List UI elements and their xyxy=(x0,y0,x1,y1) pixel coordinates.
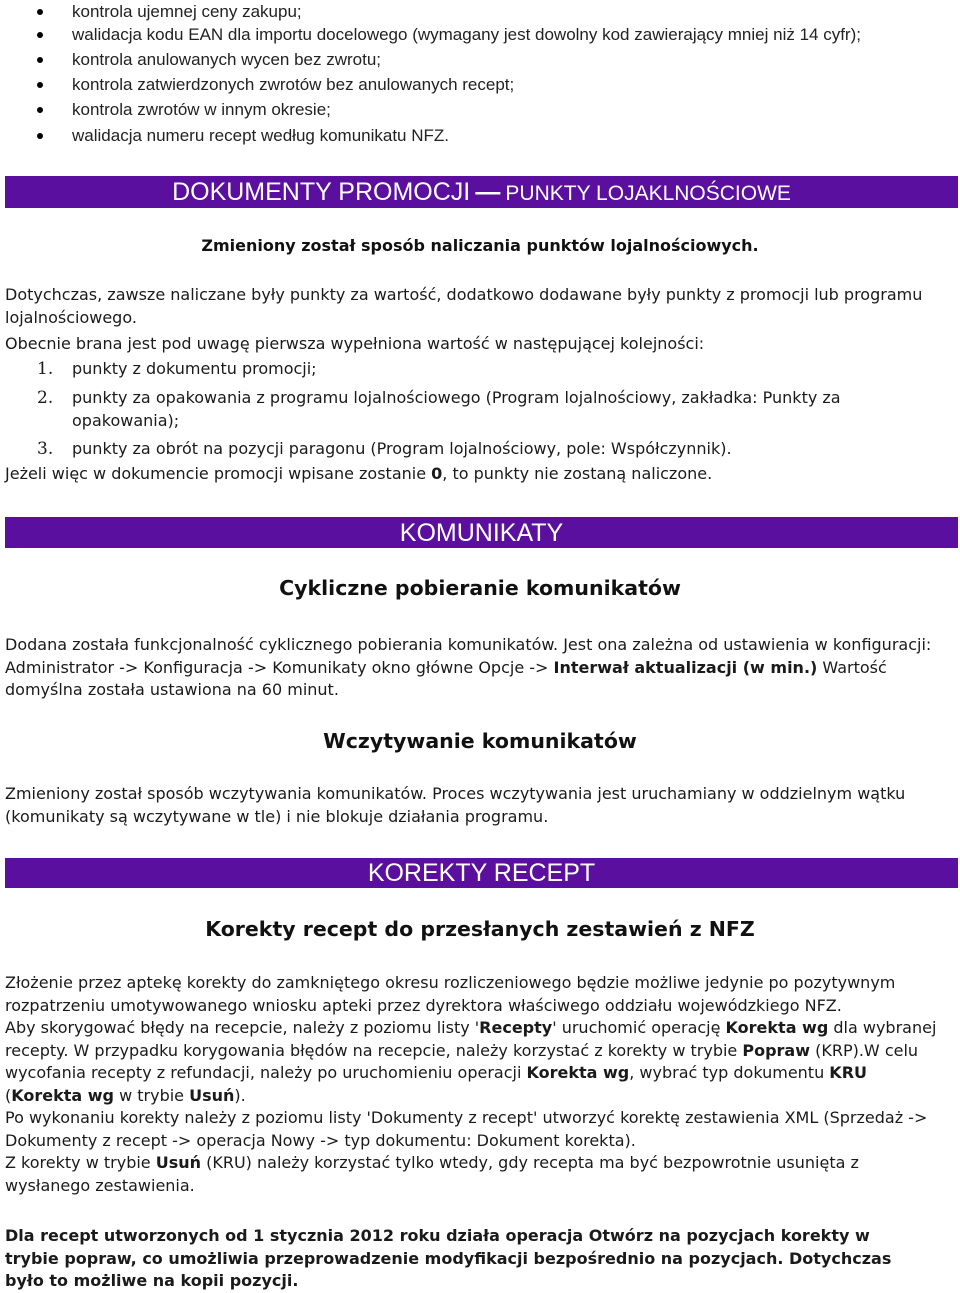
text-run: w trybie xyxy=(114,1085,190,1105)
paragraph-line: Zmieniony został sposób wczytywania komunikatów. Proces wczytywania jest uruchamiany w oddzielnym wątku xyxy=(5,784,906,803)
paragraph-line: rozpatrzeniu umotywowanego wniosku apteki przez dyrektora właściwego oddziału wojewódzkiego NFZ. xyxy=(5,995,842,1015)
section-banner-prescription-corrections xyxy=(5,858,958,888)
paragraph-line: trybie popraw, co umożliwia przeprowadzenie modyfikacji bezpośrednio na pozycjach. Dotychczas xyxy=(5,1248,892,1268)
text-run: ' uruchomić operację xyxy=(552,1018,726,1037)
paragraph-line: lojalnościowego. xyxy=(5,307,137,327)
list-item-text: kontrola zatwierdzonych zwrotów bez anulowanych recept; xyxy=(72,75,515,94)
bullet-dot-icon xyxy=(37,82,43,88)
paragraph-line xyxy=(5,1040,957,1063)
list-item-text: walidacja numeru recept według komunikatu NFZ. xyxy=(72,126,450,145)
paragraph-line: Dokumenty z recept -> operacja Nowy -> typ dokumentu: Dokument korekta). xyxy=(5,1130,636,1150)
list-number: 1. xyxy=(37,359,54,379)
list-number: 2. xyxy=(37,388,54,408)
bullet-dot-icon xyxy=(37,133,43,139)
paragraph-line: Złożenie przez aptekę korekty do zamkniętego okresu rozliczeniowego będzie możliwe jedynie po pozytywnym xyxy=(5,973,896,992)
list-item xyxy=(0,98,940,122)
list-item xyxy=(0,73,940,97)
paragraph-line: Dodana została funkcjonalność cyklicznego pobierania komunikatów. Jest ona zależna od ustawienia w konfiguracji: xyxy=(5,635,932,654)
banner-title: DOKUMENTY PROMOCJI xyxy=(172,178,471,206)
section-heading: Cykliczne pobieranie komunikatów xyxy=(279,576,681,600)
bold-text: Usuń xyxy=(189,1085,235,1105)
paragraph-line: Po wykonaniu korekty należy z poziomu listy 'Dokumenty z recept' utworzyć korektę zestawienia XML (Sprzedaż -> xyxy=(5,1108,928,1127)
list-item xyxy=(0,48,940,72)
bold-text: 0 xyxy=(431,464,443,483)
text-run: Jeżeli więc w dokumencie promocji wpisane zostanie xyxy=(5,464,432,483)
section-subheading: Zmieniony został sposób naliczania punktów lojalnościowych. xyxy=(201,236,759,255)
text-run: recepty. W przypadku korygowania błędów na recepcie, należy korzystać z korekty w trybie xyxy=(5,1040,743,1060)
list-item xyxy=(0,0,940,24)
list-item-text: walidacja kodu EAN dla importu docelowego (wymagany jest dowolny kod zawierający mniej niż 14 cyfr); xyxy=(72,25,861,44)
text-run: Z korekty w trybie xyxy=(5,1153,156,1172)
paragraph-line xyxy=(5,1152,957,1175)
list-item-text: kontrola zwrotów w innym okresie; xyxy=(72,100,331,119)
bold-text: Interwał aktualizacji (w min.) xyxy=(553,657,818,677)
bold-text: Recepty xyxy=(479,1018,553,1037)
list-number: 3. xyxy=(37,439,54,459)
list-item xyxy=(0,124,940,148)
paragraph-line: było to możliwe na kopii pozycji. xyxy=(5,1271,299,1290)
bold-text: KRU xyxy=(829,1063,868,1082)
text-run: (KRP).W celu xyxy=(810,1040,919,1060)
text-run: Administrator -> Konfiguracja -> Komunikaty okno główne Opcje -> xyxy=(5,657,554,677)
paragraph-line xyxy=(5,463,957,486)
paragraph-line: Dla recept utworzonych od 1 stycznia 2012 roku działa operacja Otwórz na pozycjach korekty w xyxy=(5,1226,870,1245)
bullet-dot-icon xyxy=(37,9,43,15)
list-item-text: punkty z dokumentu promocji; xyxy=(72,359,317,378)
list-item-text: kontrola anulowanych wycen bez zwrotu; xyxy=(72,50,381,69)
banner-title: KOREKTY RECEPT xyxy=(367,859,596,887)
paragraph-line xyxy=(5,657,957,680)
list-item xyxy=(0,23,940,47)
section-heading: Korekty recept do przesłanych zestawień z NFZ xyxy=(205,917,755,941)
paragraph-line: Obecnie brana jest pod uwagę pierwsza wypełniona wartość w następującej kolejności: xyxy=(5,334,705,353)
paragraph-line: Dotychczas, zawsze naliczane były punkty za wartość, dodatkowo dodawane były punkty z promocji lub programu xyxy=(5,285,923,304)
bold-text: Korekta wg xyxy=(725,1018,829,1037)
paragraph-line xyxy=(5,1017,957,1040)
section-banner-messages xyxy=(5,517,958,548)
banner-dash: — xyxy=(475,178,501,206)
list-item-text: punkty za obrót na pozycji paragonu (Program lojalnościowy, pole: Współczynnik). xyxy=(72,439,732,458)
list-item-text: kontrola ujemnej ceny zakupu; xyxy=(72,2,302,21)
banner-title: KOMUNIKATY xyxy=(399,519,564,547)
bullet-dot-icon xyxy=(37,107,43,113)
bullet-dot-icon xyxy=(37,32,43,38)
text-run: (KRU) należy korzystać tylko wtedy, gdy recepta ma być bezpowrotnie usunięta z xyxy=(201,1153,859,1172)
list-item-text: opakowania); xyxy=(72,411,180,430)
text-run: , to punkty nie zostaną naliczone. xyxy=(442,464,713,483)
text-run: , wybrać typ dokumentu xyxy=(629,1063,830,1082)
section-heading: Wczytywanie komunikatów xyxy=(323,729,637,753)
bold-text: Usuń xyxy=(155,1153,202,1172)
paragraph-line: (komunikaty są wczytywane w tle) i nie blokuje działania programu. xyxy=(5,806,549,826)
text-run: Aby skorygować błędy na recepcie, należy z poziomu listy ' xyxy=(5,1018,480,1037)
bold-text: Popraw xyxy=(742,1040,810,1060)
text-run: ( xyxy=(5,1085,12,1105)
paragraph-line xyxy=(5,1062,957,1085)
paragraph-line: domyślna została ustawiona na 60 minut. xyxy=(5,680,339,699)
text-run: Wartość xyxy=(817,657,887,677)
bullet-dot-icon xyxy=(37,57,43,63)
text-run: dla wybranej xyxy=(828,1018,937,1037)
bold-paragraph xyxy=(5,1225,957,1293)
list-item-text: punkty za opakowania z programu lojalnościowego (Program lojalnościowy, zakładka: Punkty za xyxy=(72,388,841,407)
paragraph xyxy=(5,463,957,486)
section-banner-promotions xyxy=(5,176,958,208)
banner-subtitle: PUNKTY LOJAKLNOŚCIOWE xyxy=(505,182,791,205)
paragraph xyxy=(5,284,957,329)
bold-text: Korekta wg xyxy=(11,1085,114,1105)
paragraph-line xyxy=(5,1085,957,1108)
text-run: wycofania recepty z refundacji, należy po uruchomieniu operacji xyxy=(5,1063,527,1082)
paragraph xyxy=(5,634,957,702)
paragraph xyxy=(5,972,957,1197)
paragraph-line: wysłanego zestawienia. xyxy=(5,1175,195,1195)
paragraph xyxy=(5,783,957,828)
bold-text: Korekta wg xyxy=(526,1063,630,1082)
paragraph xyxy=(5,333,957,356)
text-run: ). xyxy=(234,1085,246,1105)
